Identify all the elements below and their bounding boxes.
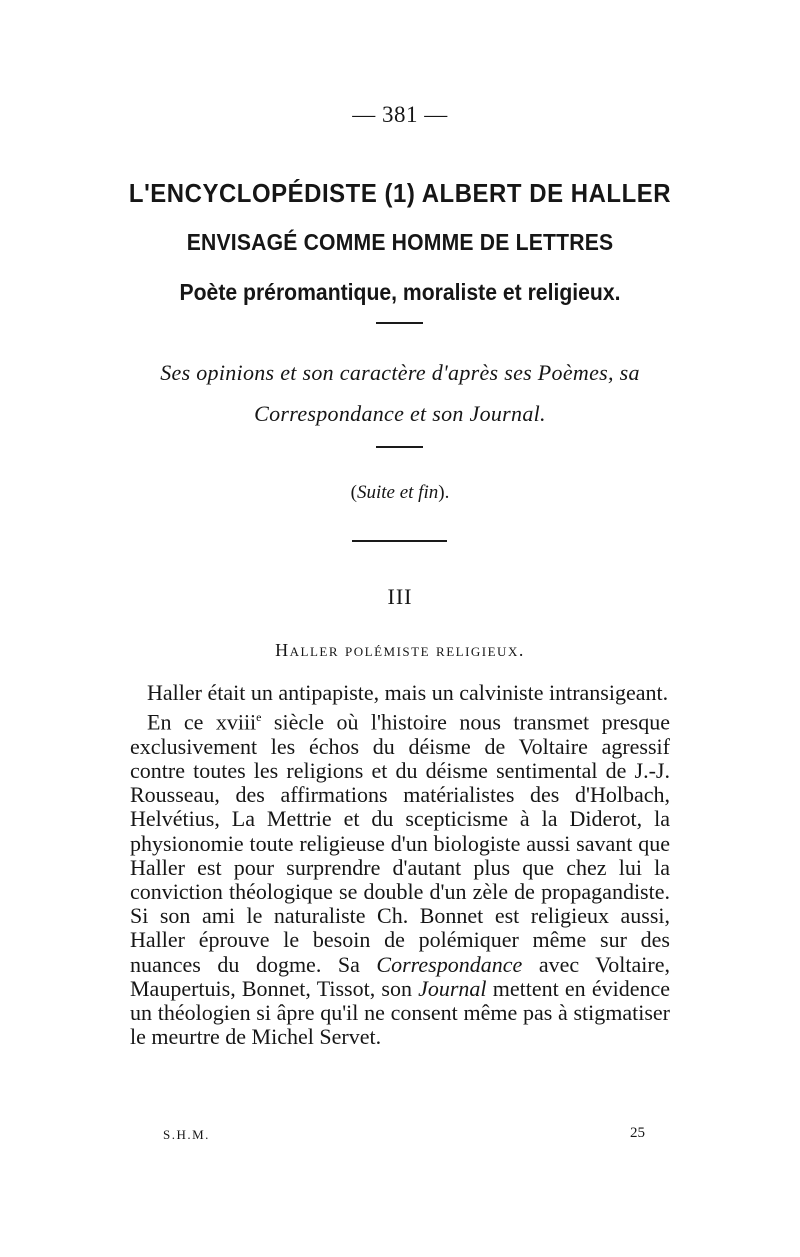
divider-rule bbox=[376, 446, 423, 448]
superscript: e bbox=[256, 710, 262, 725]
italic-title: Correspondance bbox=[376, 951, 523, 977]
section-title: Haller polémiste religieux. bbox=[275, 640, 525, 660]
continuation-text: Suite et fin bbox=[356, 482, 439, 503]
paragraph-text: avec Voltaire, Maupertuis, Bonnet, Tissot, son bbox=[130, 951, 670, 1001]
paragraph-text: En ce xviii bbox=[147, 709, 257, 735]
article-title: L'ENCYCLOPÉDISTE (1) ALBERT DE HALLER bbox=[128, 178, 672, 208]
divider-rule bbox=[376, 322, 423, 324]
paragraph-text: mettent en évidence un théologien si âpre qu'il ne consent même pas à stigmatiser le meurtre de Michel Servet. bbox=[130, 975, 670, 1050]
body-text bbox=[130, 681, 670, 1049]
article-title-line-3: Poète préromantique, moraliste et religieux. bbox=[179, 279, 621, 305]
footer-sheet-number: 25 bbox=[630, 1125, 645, 1141]
paragraph bbox=[130, 705, 670, 1049]
article-title-line-2: ENVISAGÉ COMME HOMME DE LETTRES bbox=[186, 229, 614, 255]
continuation-note bbox=[0, 482, 800, 504]
italic-title: Journal bbox=[418, 975, 487, 1001]
footer-signature: S.H.M. bbox=[163, 1127, 210, 1142]
section-number: III bbox=[387, 584, 413, 609]
subtitle-line-1: Ses opinions et son caractère d'après ses Poèmes, sa bbox=[160, 360, 640, 385]
subtitle-line-2: Correspondance et son Journal. bbox=[254, 401, 546, 426]
paragraph-text: siècle où l'histoire nous transmet presque exclusivement les échos du déisme de Voltaire agressif contre toutes les religions et du déisme sentimental de J.-J. Rousseau, des affirmations matérialistes des d'Holbach, Helvétius, La Mettrie et du scepticisme à la Diderot, la physionomie toute religieuse d'un biologiste aussi savant que Haller est pour surprendre d'autant plus que chez lui la conviction théologique se double d'un zèle de propagandiste. Si son ami le naturaliste Ch. Bonnet est religieux aussi, Haller éprouve le besoin de polémiquer même sur des nuances du dogme. Sa bbox=[130, 709, 670, 977]
continuation-open: ( bbox=[350, 482, 357, 503]
continuation-close: ). bbox=[438, 482, 450, 503]
page-number: — 381 — bbox=[352, 102, 448, 127]
divider-rule bbox=[352, 540, 447, 542]
paragraph: Haller était un antipapiste, mais un calviniste intransigeant. bbox=[147, 680, 669, 705]
